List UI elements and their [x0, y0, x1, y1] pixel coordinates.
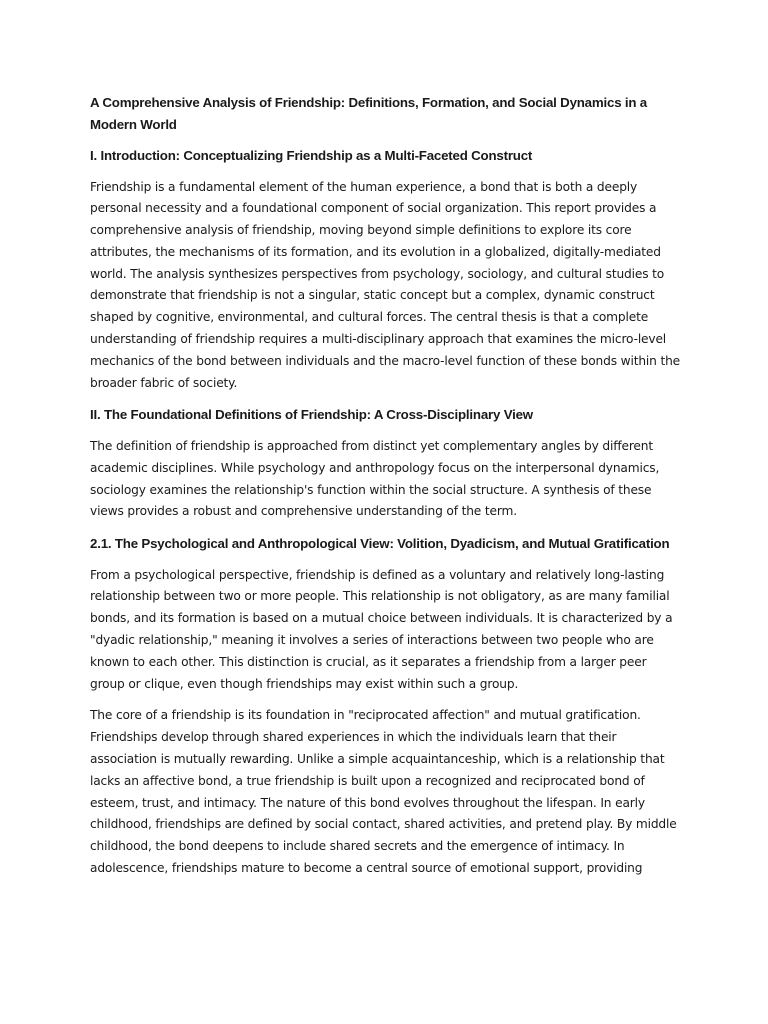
document-title: A Comprehensive Analysis of Friendship: Definitions, Formation, and Social Dynamics in a Modern World	[90, 95, 647, 132]
paragraph: The core of a friendship is its foundation in "reciprocated affection" and mutual gratification. Friendships develop through shared experiences in which the individuals learn that their association is mutually rewarding. Unlike a simple acquaintanceship, which is a relationship that lacks an affective bond, a true friendship is built upon a recognized and reciprocated bond of esteem, trust, and intimacy. The nature of this bond evolves throughout the lifespan. In early childhood, friendships are defined by social contact, shared activities, and pretend play. By middle childhood, the bond deepens to include shared secrets and the emergence of intimacy. In adolescence, friendships mature to become a central source of emotional support, providing	[90, 708, 677, 876]
paragraph: Friendship is a fundamental element of the human experience, a bond that is both a deeply personal necessity and a foundational component of social organization. This report provides a comprehensive analysis of friendship, moving beyond simple definitions to explore its core attributes, the mechanisms of its formation, and its evolution in a globalized, digitally-mediated world. The analysis synthesizes perspectives from psychology, sociology, and cultural studies to demonstrate that friendship is not a singular, static concept but a complex, dynamic construct shaped by cognitive, environmental, and cultural forces. The central thesis is that a complete understanding of friendship requires a multi-disciplinary approach that examines the micro-level mechanics of the bond between individuals and the macro-level function of these bonds within the broader fabric of society.	[90, 179, 680, 390]
paragraph: From a psychological perspective, friendship is defined as a voluntary and relatively long-lasting relationship between two or more people. This relationship is not obligatory, as are many familial bonds, and its formation is based on a mutual choice between individuals. It is characterized by a "dyadic relationship," meaning it involves a series of interactions between two people who are known to each other. This distinction is crucial, as it separates a friendship from a larger peer group or clique, even though friendships may exist within such a group.	[90, 567, 673, 691]
section-heading-psychological-view: 2.1. The Psychological and Anthropological View: Volition, Dyadicism, and Mutual Gratification	[90, 536, 670, 552]
document-page	[90, 92, 680, 890]
section-heading-introduction: I. Introduction: Conceptualizing Friendship as a Multi-Faceted Construct	[90, 148, 533, 163]
paragraph: The definition of friendship is approached from distinct yet complementary angles by different academic disciplines. While psychology and anthropology focus on the interpersonal dynamics, sociology examines the relationship's function within the social structure. A synthesis of these views provides a robust and comprehensive understanding of the term.	[90, 438, 660, 519]
section-heading-foundational-definitions: II. The Foundational Definitions of Friendship: A Cross-Disciplinary View	[90, 407, 533, 423]
